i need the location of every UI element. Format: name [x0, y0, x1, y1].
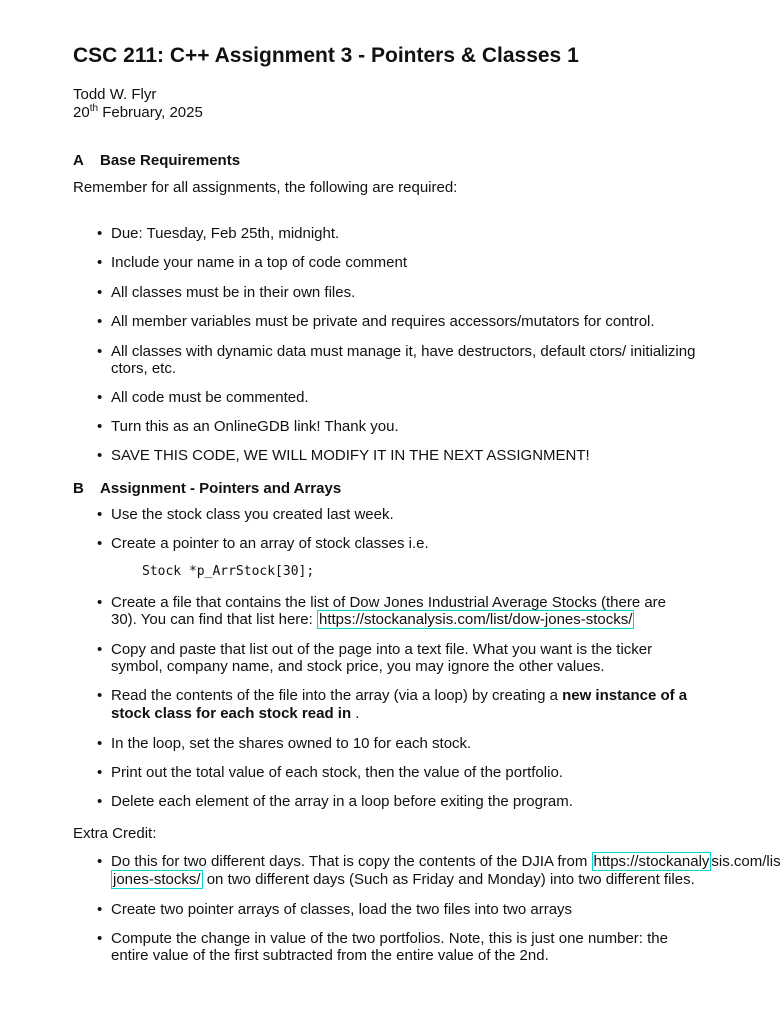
section-b-title: Assignment - Pointers and Arrays [100, 480, 342, 497]
section-a-heading [73, 152, 240, 169]
document-title: CSC 211: C++ Assignment 3 - Pointers & Classes 1 [73, 44, 579, 67]
section-a-intro: Remember for all assignments, the following are required: [73, 179, 458, 196]
author-name: Todd W. Flyr [73, 86, 157, 103]
section-b-number: B [73, 480, 84, 497]
section-a-number: A [73, 152, 84, 169]
document-date [73, 103, 203, 121]
extra-credit-heading: Extra Credit: [73, 825, 157, 842]
date-suffix: th [89, 103, 99, 114]
date-rest: February, 2025 [102, 104, 203, 121]
date-day: 20 [73, 104, 90, 121]
section-a-title: Base Requirements [100, 152, 241, 169]
djia-link[interactable]: https://stockanaly [593, 853, 710, 870]
emphasis-text: stock class for each stock read in [111, 705, 352, 722]
section-b-heading [73, 480, 341, 497]
emphasis-text: new instance of a [562, 687, 688, 704]
dow-jones-stocks-link[interactable]: https://stockanalysis.com/list/dow-jones-stocks/ [318, 611, 633, 628]
djia-link-continued[interactable]: jones-stocks/ [113, 871, 201, 888]
code-snippet: Stock *p_ArrStock[30]; [142, 564, 315, 579]
